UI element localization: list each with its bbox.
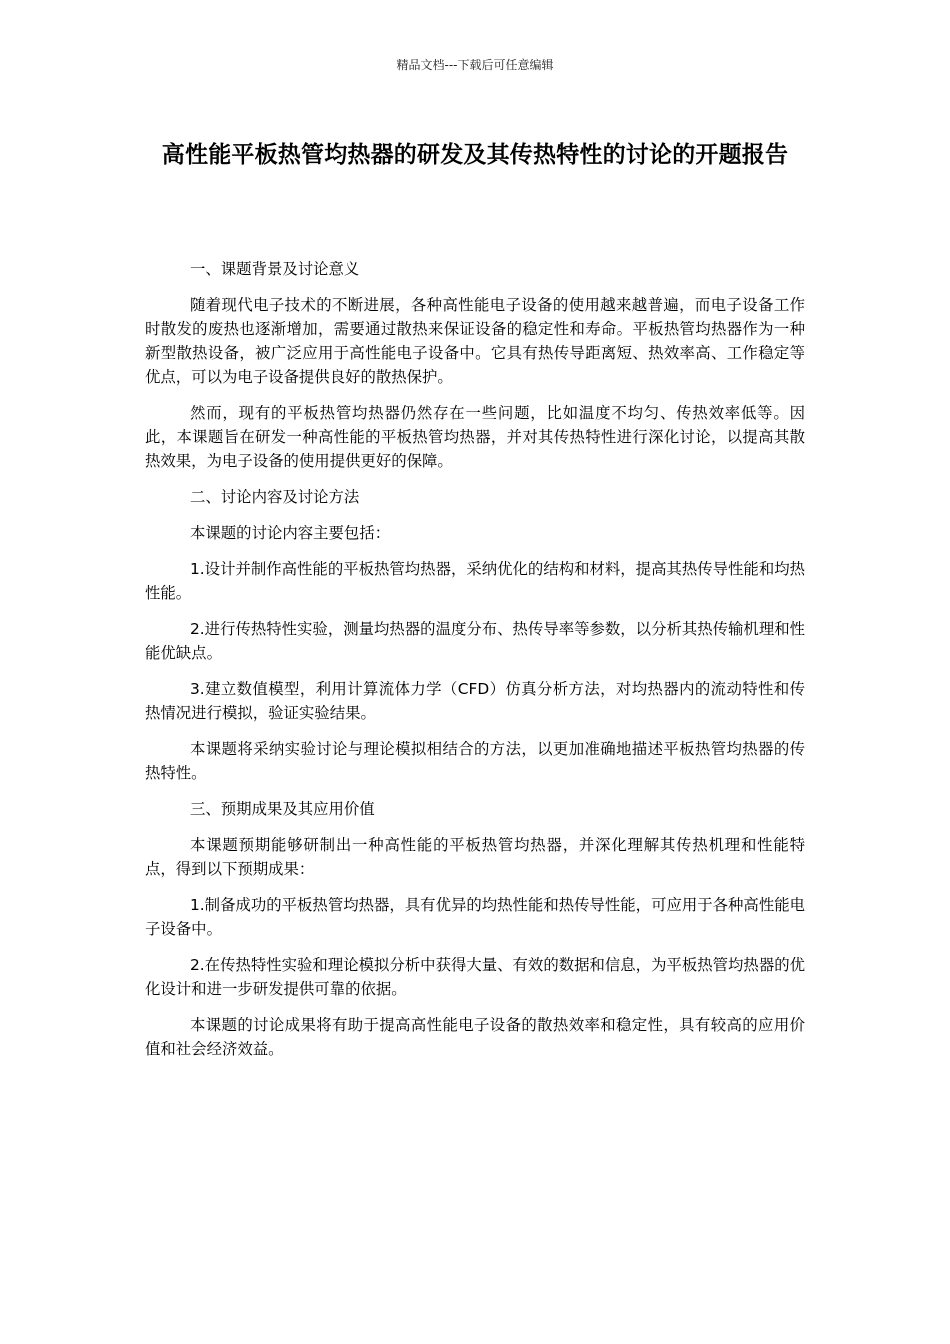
section-1-paragraph-1: 随着现代电子技术的不断进展，各种高性能电子设备的使用越来越普遍，而电子设备工作时散发的废热也逐渐增加，需要通过散热来保证设备的稳定性和寿命。平板热管均热器作为一种新型散热设备，被广泛应用于高性能电子设备中。它具有热传导距离短、热效率高、工作稳定等优点，可以为电子设备提供良好的散热保护。: [145, 296, 805, 386]
section-3-conclusion: 本课题的讨论成果将有助于提高高性能电子设备的散热效率和稳定性，具有较高的应用价值和社会经济效益。: [145, 1016, 805, 1058]
section-2-method: 本课题将采纳实验讨论与理论模拟相结合的方法，以更加准确地描述平板热管均热器的传热特性。: [145, 740, 805, 782]
section-2-item-3: 3.建立数值模型，利用计算流体力学（CFD）仿真分析方法，对均热器内的流动特性和传热情况进行模拟，验证实验结果。: [145, 680, 805, 722]
section-3-item-2: 2.在传热特性实验和理论模拟分析中获得大量、有效的数据和信息，为平板热管均热器的优化设计和进一步研发提供可靠的依据。: [145, 956, 805, 998]
document-title: 高性能平板热管均热器的研发及其传热特性的讨论的开题报告: [161, 142, 789, 168]
section-3-heading: 三、预期成果及其应用价值: [190, 800, 375, 818]
section-2-heading: 二、讨论内容及讨论方法: [190, 488, 360, 506]
section-2-intro: 本课题的讨论内容主要包括：: [190, 524, 391, 542]
page-header-watermark: 精品文档---下载后可任意编辑: [396, 58, 554, 72]
section-2-item-2: 2.进行传热特性实验，测量均热器的温度分布、热传导率等参数，以分析其热传输机理和性能优缺点。: [145, 620, 805, 662]
document-body: [145, 257, 805, 1073]
section-1-heading: 一、课题背景及讨论意义: [190, 260, 360, 278]
section-3-item-1: 1.制备成功的平板热管均热器，具有优异的均热性能和热传导性能，可应用于各种高性能电子设备中。: [145, 896, 805, 938]
section-3-intro: 本课题预期能够研制出一种高性能的平板热管均热器，并深化理解其传热机理和性能特点，得到以下预期成果：: [145, 836, 805, 878]
section-2-item-1: 1.设计并制作高性能的平板热管均热器，采纳优化的结构和材料，提高其热传导性能和均热性能。: [145, 560, 805, 602]
section-1-paragraph-2: 然而，现有的平板热管均热器仍然存在一些问题，比如温度不均匀、传热效率低等。因此，本课题旨在研发一种高性能的平板热管均热器，并对其传热特性进行深化讨论，以提高其散热效果，为电子设备的使用提供更好的保障。: [145, 404, 805, 470]
